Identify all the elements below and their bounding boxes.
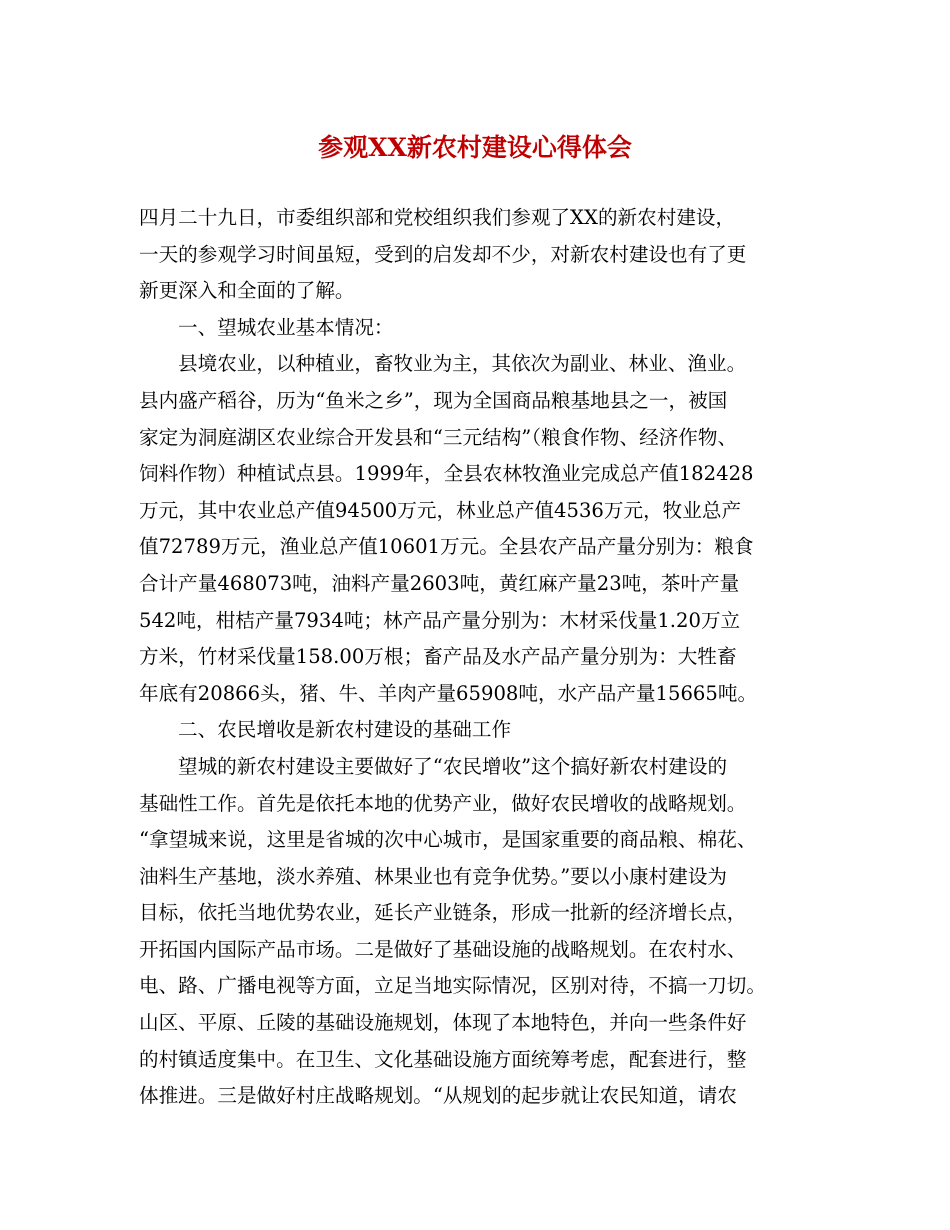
paragraph-line: 开拓国内国际产品市场。二是做好了基础设施的战略规划。在农村水、: [139, 937, 747, 961]
paragraph-line: 山区、平原、丘陵的基础设施规划，体现了本地特色，并向一些条件好: [139, 1011, 747, 1035]
document-body: [139, 200, 819, 1115]
paragraph-line: 电、路、广播电视等方面，立足当地实际情况，区别对待，不搞一刀切。: [139, 974, 766, 998]
paragraph-line: 体推进。三是做好村庄战略规划。“从规划的起步就让农民知道，请农: [139, 1084, 737, 1108]
paragraph-line: 油料生产基地，淡水养殖、林果业也有竞争优势。”要以小康村建设为: [139, 864, 728, 888]
paragraph-line: 二、农民增收是新农村建设的基础工作: [178, 718, 512, 742]
paragraph-line: 家定为洞庭湖区农业综合开发县和“三元结构”（粮食作物、经济作物、: [139, 425, 738, 449]
paragraph-line: 县内盛产稻谷，历为“鱼米之乡”，现为全国商品粮基地县之一，被国: [139, 388, 728, 412]
paragraph-line: 县境农业，以种植业，畜牧业为主，其依次为副业、林业、渔业。: [178, 352, 747, 376]
paragraph-line: 望城的新农村建设主要做好了“农民增收”这个搞好新农村建设的: [178, 754, 728, 778]
paragraph-line: 方米，竹材采伐量158.00万根；畜产品及水产品产量分别为：大牲畜: [139, 645, 737, 669]
paragraph-line: 四月二十九日，市委组织部和党校组织我们参观了XX的新农村建设，: [139, 206, 736, 229]
paragraph-line: 饲料作物）种植试点县。1999年，全县农林牧渔业完成总产值182428: [139, 462, 754, 486]
paragraph-line: 基础性工作。首先是依托本地的优势产业，做好农民增收的战略规划。: [139, 791, 747, 815]
paragraph-line: 一天的参观学习时间虽短，受到的启发却不少，对新农村建设也有了更: [139, 242, 747, 266]
paragraph-line: 新更深入和全面的了解。: [139, 279, 355, 303]
paragraph-line: 的村镇适度集中。在卫生、文化基础设施方面统筹考虑，配套进行，整: [139, 1047, 747, 1071]
paragraph-line: 值72789万元，渔业总产值10601万元。全县农产品产量分别为：粮食: [139, 535, 754, 559]
paragraph-line: 年底有20866头，猪、牛、羊肉产量65908吨，水产品产量15665吨。: [139, 681, 758, 705]
document-title: 参观XX新农村建设心得体会: [318, 133, 632, 162]
paragraph-line: 合计产量468073吨，油料产量2603吨，黄红麻产量23吨，茶叶产量: [139, 571, 740, 595]
paragraph-line: “拿望城来说，这里是省城的次中心城市，是国家重要的商品粮、棉花、: [139, 828, 757, 852]
paragraph-line: 目标，依托当地优势农业，延长产业链条，形成一批新的经济增长点，: [139, 901, 747, 925]
paragraph-line: 542吨，柑桔产量7934吨；林产品产量分别为：木材采伐量1.20万立: [139, 608, 741, 632]
paragraph-line: 一、望城农业基本情况：: [178, 315, 394, 339]
paragraph-line: 万元，其中农业总产值94500万元，林业总产值4536万元，牧业总产: [139, 498, 742, 522]
